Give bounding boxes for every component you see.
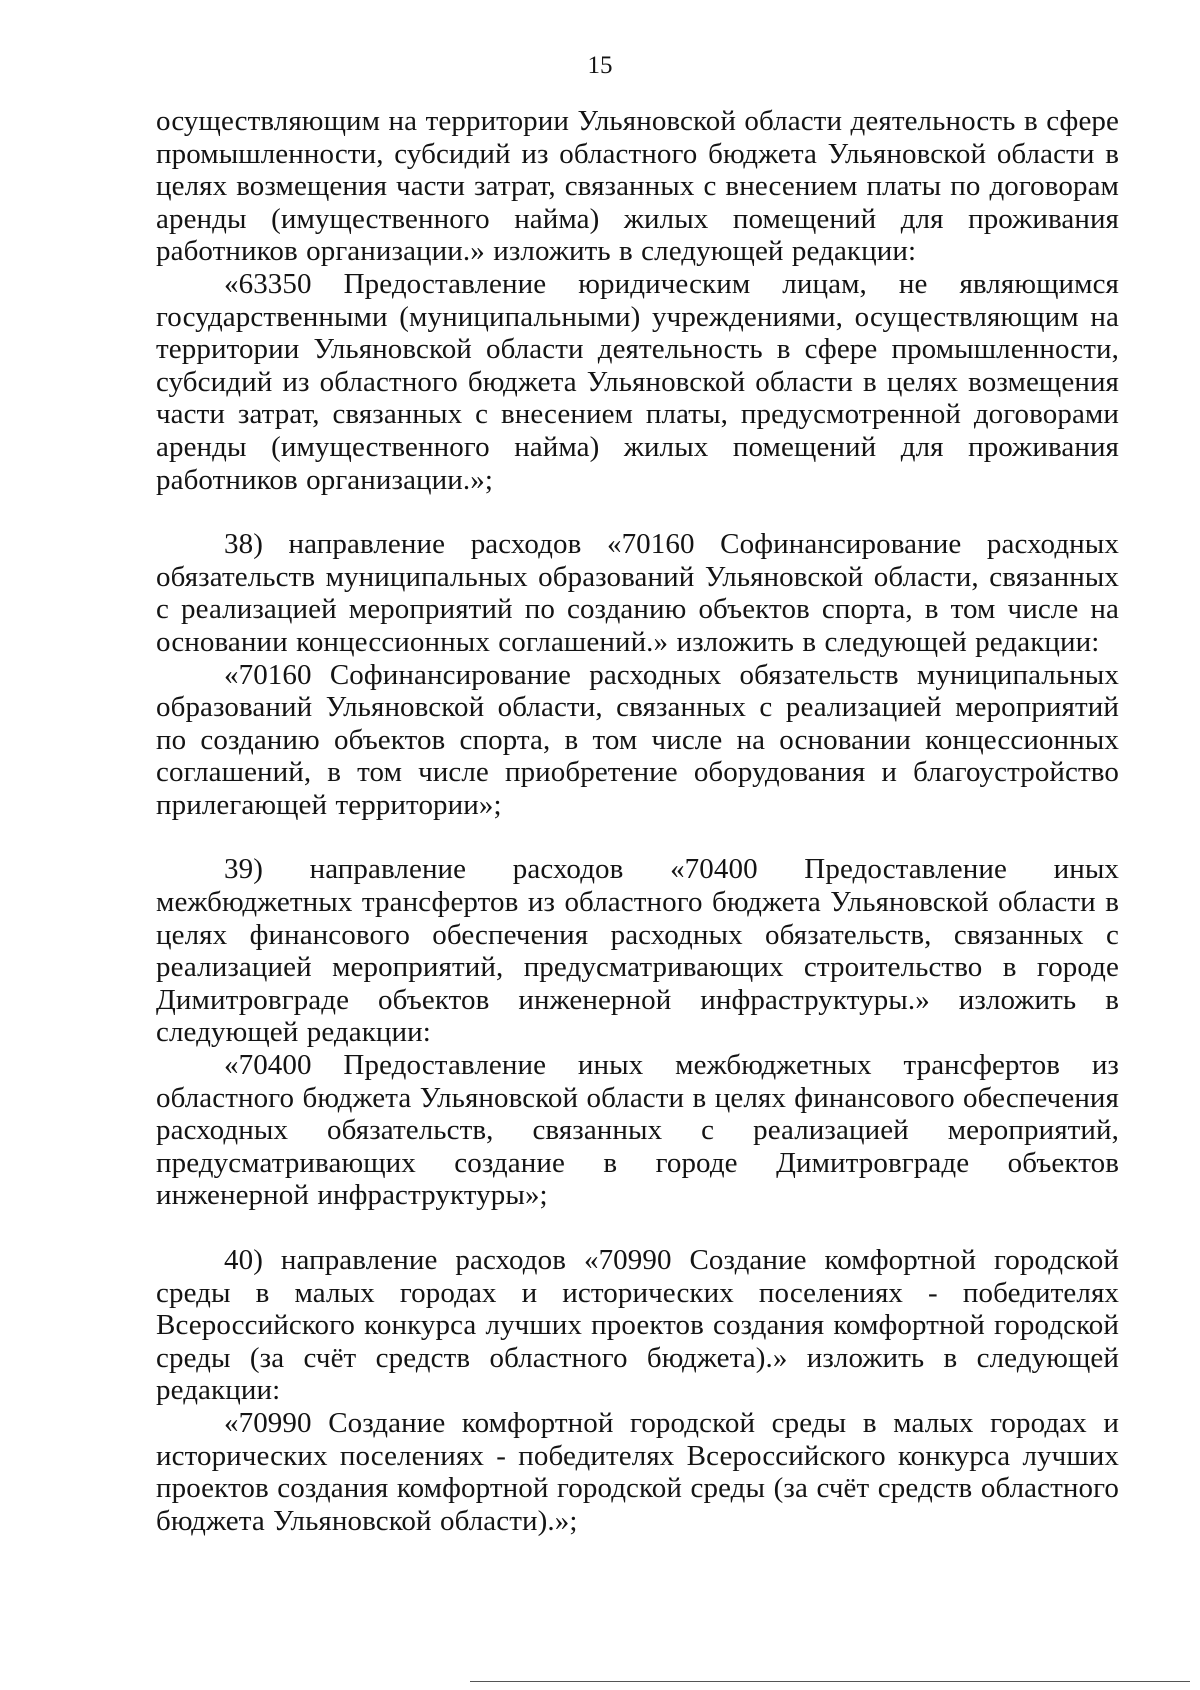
paragraph-70400-new-text: «70400 Предоставление иных межбюджетных трансфертов из областного бюджета Ульяновской области в целях финансового обеспечения расходных обязательств, связанных с реализацией мероприятий, предусматривающих создание в городе Димитровграде объектов инженерной инфраструктуры»; (156, 1049, 1119, 1212)
document-body (156, 105, 1119, 1537)
page-number: 15 (587, 52, 613, 79)
paragraph-continuation: осуществляющим на территории Ульяновской области деятельность в сфере промышленности, субсидий из областного бюджета Ульяновской области в целях возмещения части затрат, связанных с внесением платы по договорам аренды (имущественного найма) жилых помещений для проживания работников организации.» изложить в следующей редакции: (156, 105, 1119, 268)
paragraph-63350-new-text: «63350 Предоставление юридическим лицам, не являющимся государственными (муниципальными) учреждениями, осуществляющим на территории Ульяновской области деятельность в сфере промышленности, субсидий из областного бюджета Ульяновской области в целях возмещения части затрат, связанных с внесением платы, предусмотренной договорами аренды (имущественного найма) жилых помещений для проживания работников организации.»; (156, 267, 1119, 496)
page-bottom-rule (470, 1681, 1190, 1682)
paragraph-item-39: 39) направление расходов «70400 Предоставление иных межбюджетных трансфертов из областного бюджета Ульяновской области в целях финансового обеспечения расходных обязательств, связанных с реализацией мероприятий, предусматривающих строительство в городе Димитровграде объектов инженерной инфраструктуры.» изложить в следующей редакции: (156, 853, 1119, 1049)
paragraph-item-38: 38) направление расходов «70160 Софинансирование расходных обязательств муниципальных образований Ульяновской области, связанных с реализацией мероприятий по созданию объектов спорта, в том числе на основании концессионных соглашений.» изложить в следующей редакции: (156, 528, 1119, 658)
paragraph-70990-new-text: «70990 Создание комфортной городской среды в малых городах и исторических поселениях - победителях Всероссийского конкурса лучших проектов создания комфортной городской среды (за счёт средств областного бюджета Ульяновской области).»; (156, 1406, 1119, 1537)
paragraph-item-40: 40) направление расходов «70990 Создание комфортной городской среды в малых городах и исторических поселениях - победителях Всероссийского конкурса лучших проектов создания комфортной городской среды (за счёт средств областного бюджета).» изложить в следующей редакции: (156, 1244, 1119, 1407)
paragraph-70160-new-text: «70160 Софинансирование расходных обязательств муниципальных образований Ульяновской области, связанных с реализацией мероприятий по созданию объектов спорта, в том числе на основании концессионных соглашений, в том числе приобретение оборудования и благоустройство прилегающей территории»; (156, 658, 1119, 821)
